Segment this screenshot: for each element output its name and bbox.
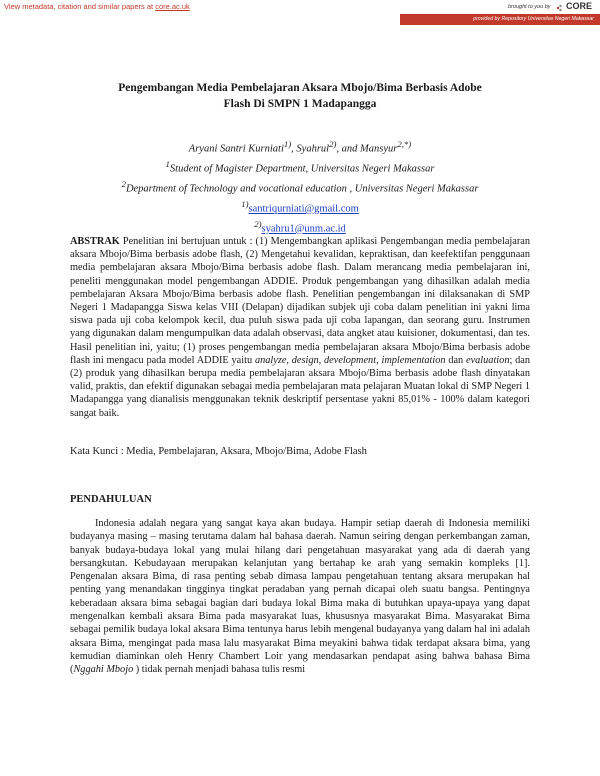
aff2-sup: 2: [121, 179, 126, 189]
email-1-link[interactable]: santriqurniati@gmail.com: [248, 203, 359, 215]
core-link-prefix: View metadata, citation and similar papers at: [4, 2, 156, 11]
email-2-line: [60, 217, 540, 237]
abstract-text-2: dan: [445, 354, 466, 366]
abstract-paragraph: [70, 235, 530, 420]
author-1: Aryani Santri Kurniati: [188, 143, 284, 155]
core-top-strip: [0, 0, 600, 14]
provided-by-text[interactable]: provided by Repository Universitas Negeri Makassar: [473, 16, 594, 22]
intro-text-2: ) tidak pernah menjadi bahasa tulis resmi: [133, 664, 306, 676]
aff2-text: Department of Technology and vocational education , Universitas Negeri Makassar: [125, 183, 479, 195]
core-logo-text: CORE: [566, 1, 593, 11]
aff1-text: Student of Magister Department, Universitas Negeri Makassar: [169, 163, 435, 175]
provided-by-bar: [400, 14, 600, 25]
intro-paragraph: [70, 517, 530, 677]
author-line: [60, 137, 540, 157]
email-1-line: [60, 197, 540, 217]
core-link-url[interactable]: core.ac.uk: [155, 2, 190, 11]
abstract-text-1: Penelitian ini bertujuan untuk : (1) Mengembangkan aplikasi Pengembangan media pembelajaran aksara Mbojo/Bima berbasis adobe flash, (2) Mengetahui kevalidan, kepraktisan, dan keefektifan penggunaan media pembelajaran aksara Mbojo/Bima berbasis adobe flash. Dalam merancang media pembelajaran ini, peneliti menggunakan model pengembangan ADDIE. Produk pengembangan yang dihasilkan adalah media pembelajaran Aksara Mbojo/Bima berbasis adobe flash. Penelitian pengembangan ini dilaksanakan di SMP Negeri 1 Madapangga Siswa kelas VIII (Delapan) dijadikan subjek uji coba dalam penelitian ini yakni lima siswa pada uji coba kelompok kecil, dua puluh siswa pada uji coba lapangan, dan seorang guru. Instrumen yang digunakan dalam mengumpulkan data adalah observasi, data angket atau kuisioner, dokumentasi, dan tes. Hasil penelitian ini, yaitu; (1) proses pengembangan media pembelajaran aksara Mbojo/Bima berbasis adobe flash ini mengacu pada model ADDIE yaitu: [70, 236, 530, 366]
section-heading: PENDAHULUAN: [70, 494, 152, 505]
abstract-label: ABSTRAK: [70, 236, 120, 247]
email1-sup: 1): [241, 199, 249, 209]
affiliation-1: [60, 157, 540, 177]
author-1-sup: 1): [283, 139, 292, 149]
core-logo-icon: [556, 4, 564, 12]
aff1-sup: 1: [165, 159, 170, 169]
title-line-1: Pengembangan Media Pembelajaran Aksara Mbojo/Bima Berbasis Adobe: [118, 82, 482, 94]
core-metadata-link[interactable]: [4, 2, 190, 11]
intro-italic: Nggahi Mbojo: [73, 664, 134, 676]
keywords: Kata Kunci : Media, Pembelajaran, Aksara, Mbojo/Bima, Adobe Flash: [70, 446, 367, 457]
abstract-italic-2: evaluation: [466, 354, 510, 366]
abstract-italic-1: analyze, design, development, implementation: [254, 354, 446, 366]
affiliation-2: [60, 177, 540, 197]
title-line-2: Flash Di SMPN 1 Madapangga: [223, 98, 377, 110]
paper-title: [90, 80, 510, 112]
core-banner: [0, 0, 600, 25]
author-sep-2: , and Mansyur: [336, 143, 398, 155]
email-2-link[interactable]: syahru1@unm.ac.id: [261, 223, 346, 235]
author-sep-1: , Syahrul: [291, 143, 330, 155]
intro-text-1: Indonesia adalah negara yang sangat kaya akan budaya. Hampir setiap daerah di Indonesia memiliki budayanya masing – masing terutama dalam hal bahasa daerah. Namun seiring dengan perkembangan zaman, banyak budaya-budaya lokal yang mulai hilang dari pengetahuan masyarakat yang ada di daerah yang bersangkutan. Kebudayaan merupakan kelanjutan yang bertahap ke arah yang semakin kompleks [1]. Pengenalan aksara Bima, di rasa penting sebab dimasa lampau pengetahuan tentang aksara merupakan hal penting yang menandakan tingginya tingkat peradaban yang pernah dicapai oleh suatu bangsa. Pentingnya keberadaan aksara bima sebagai bagian dari budaya lokal Bima maka di butuhkan upaya-upaya yang dapat mengenalkan kembali aksara Bima pada masyarakat luas, khususnya masyarakat Bima. Masyarakat Bima sebagai pemilik budaya lokal aksara Bima tentunya harus lebih mengenal budayanya yang dalam hal ini adalah aksara Bima, mengingat pada masa lalu masyarakat Bima meyakini bahwa tidak terdapat aksara bima, yang kemudian diaminkan oleh Henry Chambert Loir yang mendasarkan pendapat asing bahwa bahasa Bima (: [70, 518, 530, 676]
author-3-sup: 2,*): [397, 139, 412, 149]
brought-to-you-text: brought to you by: [508, 4, 551, 10]
author-block: [60, 137, 540, 237]
author-2-sup: 2): [329, 139, 337, 149]
abstract-text-3: ; dan (2) produk yang dihasilkan berupa media pembelajaran aksara Mbojo/Bima berbasis adobe flash dinyatakan valid, praktis, dan efektif digunakan sebagai media pembelajaran mata pelajaran Muatan lokal di SMP Negeri 1 Madapangga yang dianalisis menggunakan teknik deskriptif persentase yakni 85,01% - 100% dalam kategori sangat baik.: [70, 354, 531, 419]
core-logo[interactable]: [556, 1, 596, 13]
email2-sup: 2): [254, 219, 262, 229]
